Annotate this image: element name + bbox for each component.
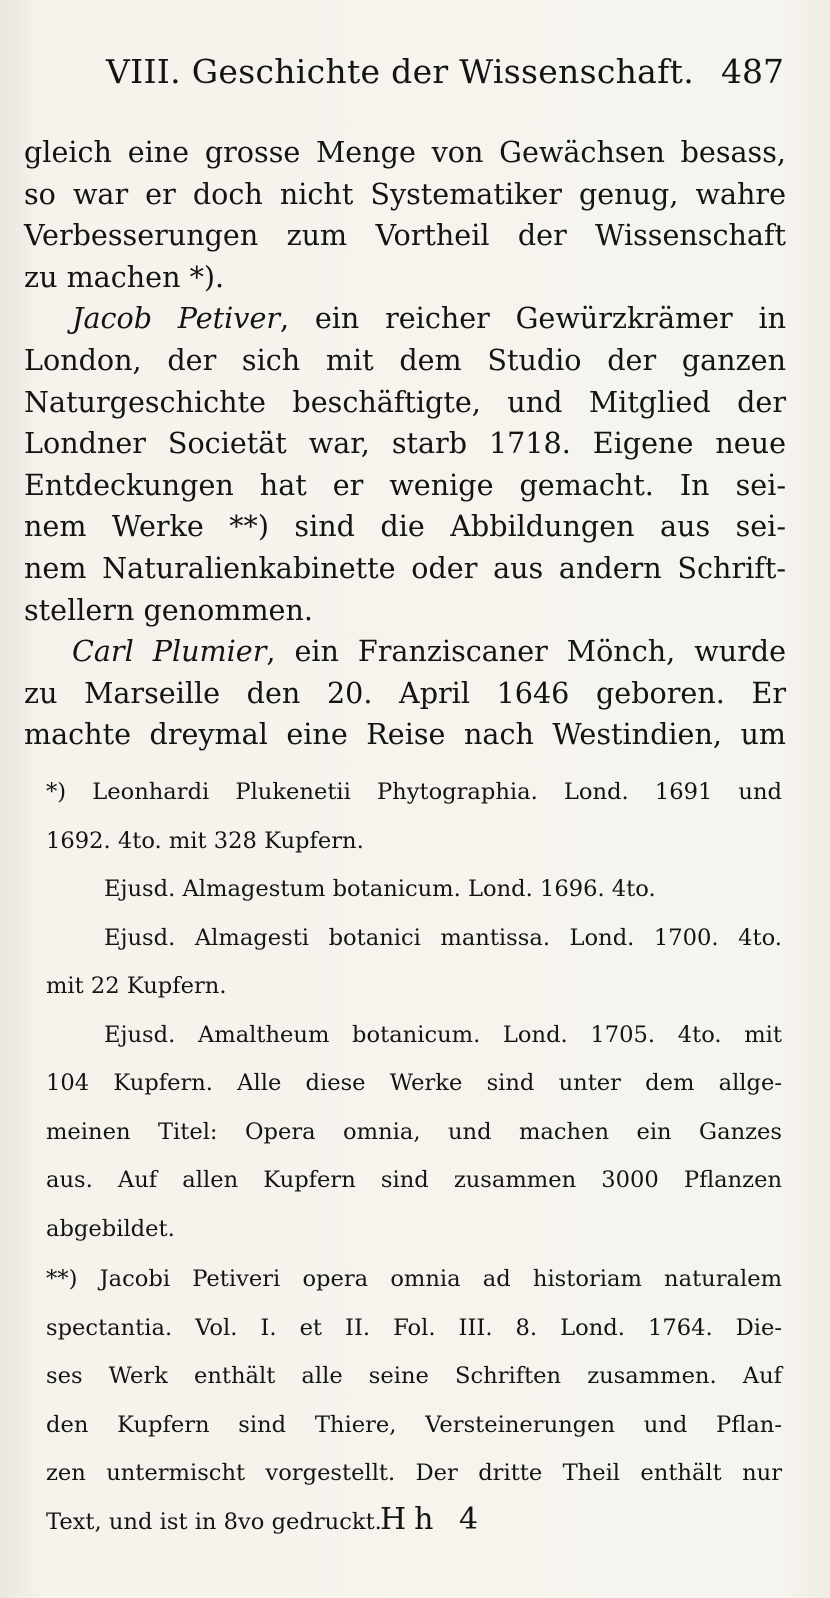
main-text xyxy=(24,132,786,756)
footnote-line: Ejusd. Amaltheum botanicum. Lond. 1705. 4to. mit xyxy=(104,1021,782,1048)
text-line xyxy=(24,382,786,424)
footnote-line: mit 22 Kupfern. xyxy=(46,973,227,999)
line-text: London, der sich mit dem Studio der ganzen xyxy=(24,342,786,377)
signature-mark: Hh 4 xyxy=(380,1502,487,1537)
text-line xyxy=(24,506,786,548)
line-text: Entdeckungen hat er wenige gemacht. In sei- xyxy=(24,467,786,502)
footnotes xyxy=(46,768,782,1548)
line-text: zu Marseille den 20. April 1646 geboren. Er xyxy=(24,675,786,710)
footnote-line: aus. Auf allen Kupfern sind zusammen 3000 Pflanzen xyxy=(46,1167,782,1193)
footnote-line: 1692. 4to. mit 328 Kupfern. xyxy=(46,827,364,854)
text-line xyxy=(24,340,786,382)
footnote-line: Ejusd. Almagestum botanicum. Lond. 1696. 4to. xyxy=(104,876,656,902)
line-text: Verbesserungen zum Vortheil der Wissenschaft xyxy=(24,218,786,253)
line-text: stellern genommen. xyxy=(24,592,313,627)
text-line xyxy=(24,673,786,715)
footnote-line: den Kupfern sind Thiere, Versteinerungen und Pflan- xyxy=(46,1411,782,1438)
running-header xyxy=(100,52,790,100)
page-number: 487 xyxy=(721,52,784,91)
footnote-line: *) Leonhardi Plukenetii Phytographia. Lond. 1691 und xyxy=(46,779,782,805)
footnote-line: abgebildet. xyxy=(46,1215,175,1242)
line-text: machte dreymal eine Reise nach Westindien, um xyxy=(24,717,786,752)
footnote-line: Ejusd. Almagesti botanici mantissa. Lond. 1700. 4to. xyxy=(104,924,782,951)
footnote-line: **) Jacobi Petiveri opera omnia ad historiam naturalem xyxy=(46,1266,782,1292)
footnote xyxy=(46,768,782,1253)
text-line xyxy=(24,298,786,340)
footnote-line: spectantia. Vol. I. et II. Fol. III. 8. Lond. 1764. Die- xyxy=(46,1314,782,1341)
text-line xyxy=(24,423,786,465)
line-text: Naturgeschichte beschäftigte, und Mitglied der xyxy=(24,384,786,419)
person-name: Jacob Petiver xyxy=(72,301,281,336)
footnote-line: 104 Kupfern. Alle diese Werke sind unter dem allge- xyxy=(46,1070,782,1096)
running-title: VIII. Geschichte der Wissenschaft. xyxy=(106,52,695,91)
text-line xyxy=(24,548,786,590)
line-text: nem Naturalienkabinette oder aus andern Schrift- xyxy=(24,550,786,585)
line-text: nem Werke **) sind die Abbildungen aus sei- xyxy=(24,509,786,544)
text-line xyxy=(24,215,786,257)
line-text: , ein Franziscaner Mönch, wurde xyxy=(266,634,786,669)
line-text: , ein reicher Gewürzkrämer in xyxy=(280,301,786,336)
text-line xyxy=(24,132,786,174)
line-text: so war er doch nicht Systematiker genug, wahre xyxy=(24,176,786,211)
line-text: gleich eine grosse Menge von Gewächsen besass, xyxy=(24,135,786,169)
text-line xyxy=(24,174,786,216)
footnote-line: ses Werk enthält alle seine Schriften zusammen. Auf xyxy=(46,1363,782,1389)
text-line xyxy=(24,590,786,632)
person-name: Carl Plumier xyxy=(72,634,267,669)
text-line xyxy=(24,631,786,673)
text-line xyxy=(24,257,786,299)
footnote-line: zen untermischt vorgestellt. Der dritte Theil enthält nur xyxy=(46,1460,782,1486)
line-text: zu machen *). xyxy=(24,259,225,294)
line-text: Londner Societät war, starb 1718. Eigene neue xyxy=(24,426,786,461)
text-line xyxy=(24,465,786,507)
text-line xyxy=(24,714,786,756)
footnote-line: Text, und ist in 8vo gedruckt. xyxy=(46,1508,382,1535)
footnote-line: meinen Titel: Opera omnia, und machen ein Ganzes xyxy=(46,1118,782,1145)
